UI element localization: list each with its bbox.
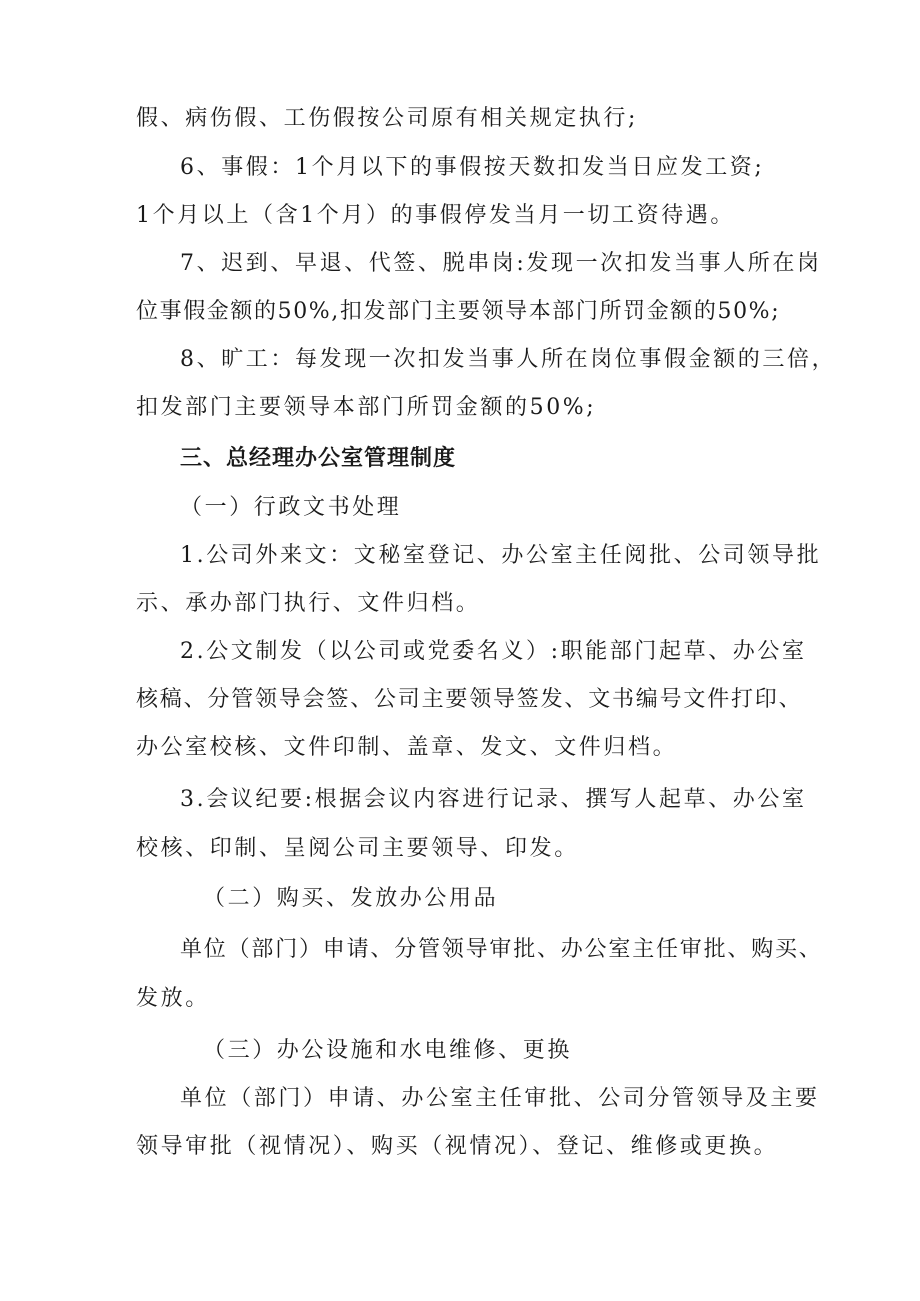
text-line-6: 8、旷工：每发现一次扣发当事人所在岗位事假金额的三倍， <box>180 347 837 372</box>
text-line-13: 核稿、分管领导会签、公司主要领导签发、文书编号文件打印、 <box>136 687 803 712</box>
text-line-10: 1.公司外来文：文秘室登记、办公室主任阅批、公司领导批 <box>180 543 822 568</box>
text-line-22: 领导审批（视情况）、购买（视情况）、登记、维修或更换。 <box>136 1134 779 1159</box>
subsection-heading-1: （一）行政文书处理 <box>180 495 402 520</box>
text-line-16: 校核、印制、呈阅公司主要领导、印发。 <box>136 836 579 861</box>
text-line-5: 位事假金额的50%,扣发部门主要领导本部门所罚金额的50%; <box>136 299 781 324</box>
text-line-7: 扣发部门主要领导本部门所罚金额的50%; <box>136 395 597 420</box>
text-line-2: 6、事假：1个月以下的事假按天数扣发当日应发工资; <box>180 155 765 180</box>
text-line-15: 3.会议纪要:根据会议内容进行记录、撰写人起草、办公室 <box>180 787 807 812</box>
text-line-3: 1个月以上（含1个月）的事假停发当月一切工资待遇。 <box>136 203 735 228</box>
subsection-heading-3: （三）办公设施和水电维修、更换 <box>203 1038 573 1063</box>
text-line-1: 假、病伤假、工伤假按公司原有相关规定执行; <box>136 106 639 131</box>
text-line-19: 发放。 <box>136 986 210 1011</box>
subsection-heading-2: （二）购买、发放办公用品 <box>203 886 499 911</box>
text-line-21: 单位（部门）申请、办公室主任审批、公司分管领导及主要 <box>180 1086 820 1111</box>
text-line-12: 2.公文制发（以公司或党委名义）:职能部门起草、办公室 <box>180 639 807 664</box>
text-line-11: 示、承办部门执行、文件归档。 <box>136 591 481 616</box>
text-line-4: 7、迟到、早退、代签、脱串岗:发现一次扣发当事人所在岗 <box>180 251 822 276</box>
section-heading: 三、总经理办公室管理制度 <box>180 446 457 471</box>
text-line-18: 单位（部门）申请、分管领导审批、办公室主任审批、购买、 <box>180 937 823 962</box>
text-line-14: 办公室校核、文件印制、盖章、发文、文件归档。 <box>136 735 678 760</box>
